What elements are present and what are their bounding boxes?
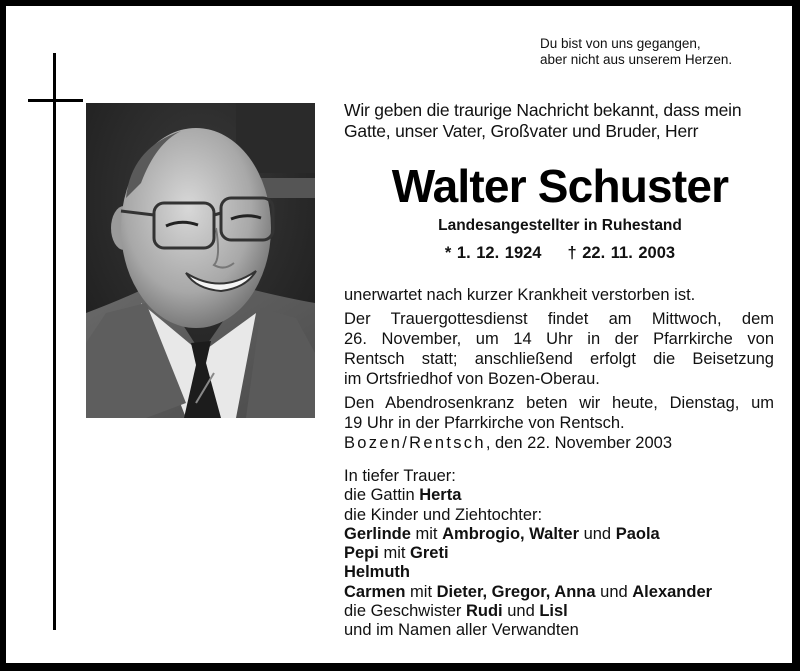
connector: und bbox=[502, 602, 540, 621]
mourner-family-4 bbox=[344, 583, 784, 602]
mourners-heading: In tiefer Trauer: bbox=[344, 467, 456, 485]
children-heading: die Kinder und Ziehtochter: bbox=[344, 505, 543, 524]
service-line-4: im Ortsfriedhof von Bozen-Oberau. bbox=[344, 370, 600, 388]
funeral-service-paragraph bbox=[344, 309, 774, 389]
mourner-name: Helmuth bbox=[344, 563, 410, 582]
motto-line-1: Du bist von uns gegangen, bbox=[540, 36, 701, 51]
mourner-name: Paola bbox=[615, 524, 660, 543]
mourner-family-1 bbox=[344, 525, 784, 544]
mourner-name: Gerlinde bbox=[344, 524, 411, 543]
mourner-names: Dieter, Gregor, Anna bbox=[436, 582, 596, 601]
intro-line-2: Gatte, unser Vater, Großvater und Bruder, Herr bbox=[344, 121, 699, 141]
announcement-intro bbox=[344, 100, 774, 142]
rosary-paragraph bbox=[344, 393, 774, 433]
mourner-siblings bbox=[344, 602, 784, 621]
mourner-name: Herta bbox=[419, 486, 462, 505]
connector: mit bbox=[410, 524, 443, 543]
mourner-name: Lisl bbox=[539, 602, 568, 621]
mourners-closing: und im Namen aller Verwandten bbox=[344, 621, 579, 640]
life-dates bbox=[330, 243, 790, 263]
mourner-names: Ambrogio, Walter bbox=[442, 524, 579, 543]
death-date: † 22. 11. 2003 bbox=[567, 244, 676, 262]
cross-icon-vertical bbox=[53, 53, 56, 630]
portrait-photo bbox=[86, 103, 315, 418]
date: , den 22. November 2003 bbox=[485, 434, 673, 452]
mourner-name: Carmen bbox=[344, 582, 406, 601]
connector: und bbox=[579, 524, 616, 543]
place-and-date bbox=[344, 433, 774, 453]
mourner-name: Pepi bbox=[344, 544, 379, 563]
place: Bozen/Rentsch bbox=[344, 434, 486, 452]
mourner-family-2 bbox=[344, 544, 784, 563]
deceased-title: Landesangestellter in Ruhestand bbox=[438, 217, 682, 234]
birth-date: * 1. 12. 1924 bbox=[444, 244, 542, 262]
mourner-family-3 bbox=[344, 563, 784, 582]
connector: mit bbox=[378, 544, 411, 563]
mourner-name: Greti bbox=[410, 544, 449, 563]
motto-line-2: aber nicht aus unserem Herzen. bbox=[540, 52, 733, 67]
cross-icon-horizontal bbox=[28, 99, 83, 102]
mourner-name: Rudi bbox=[465, 602, 503, 621]
deceased-name: Walter Schuster bbox=[391, 160, 729, 212]
service-line-1: Der Trauergottesdienst findet am Mittwoch, dem bbox=[344, 310, 774, 328]
mourner-wife bbox=[344, 486, 784, 505]
connector: und bbox=[595, 582, 633, 601]
connector: mit bbox=[405, 582, 437, 601]
mourners-list bbox=[344, 467, 784, 641]
relation-label: die Gattin bbox=[344, 486, 420, 505]
intro-line-1: Wir geben die traurige Nachricht bekannt, dass mein bbox=[344, 100, 742, 120]
portrait-image bbox=[86, 103, 315, 418]
motto bbox=[540, 36, 770, 68]
mourner-name: Alexander bbox=[632, 582, 713, 601]
rosary-line-2: 19 Uhr in der Pfarrkirche von Rentsch. bbox=[344, 414, 625, 432]
service-line-3: Rentsch statt; anschließend erfolgt die Beisetzung bbox=[344, 350, 774, 368]
relation-label: die Geschwister bbox=[344, 602, 466, 621]
service-line-2: 26. November, um 14 Uhr in der Pfarrkirche von bbox=[344, 330, 774, 348]
rosary-line-1: Den Abendrosenkranz beten wir heute, Dienstag, um bbox=[344, 394, 774, 412]
body-paragraph-1: unerwartet nach kurzer Krankheit verstorben ist. bbox=[344, 286, 696, 304]
